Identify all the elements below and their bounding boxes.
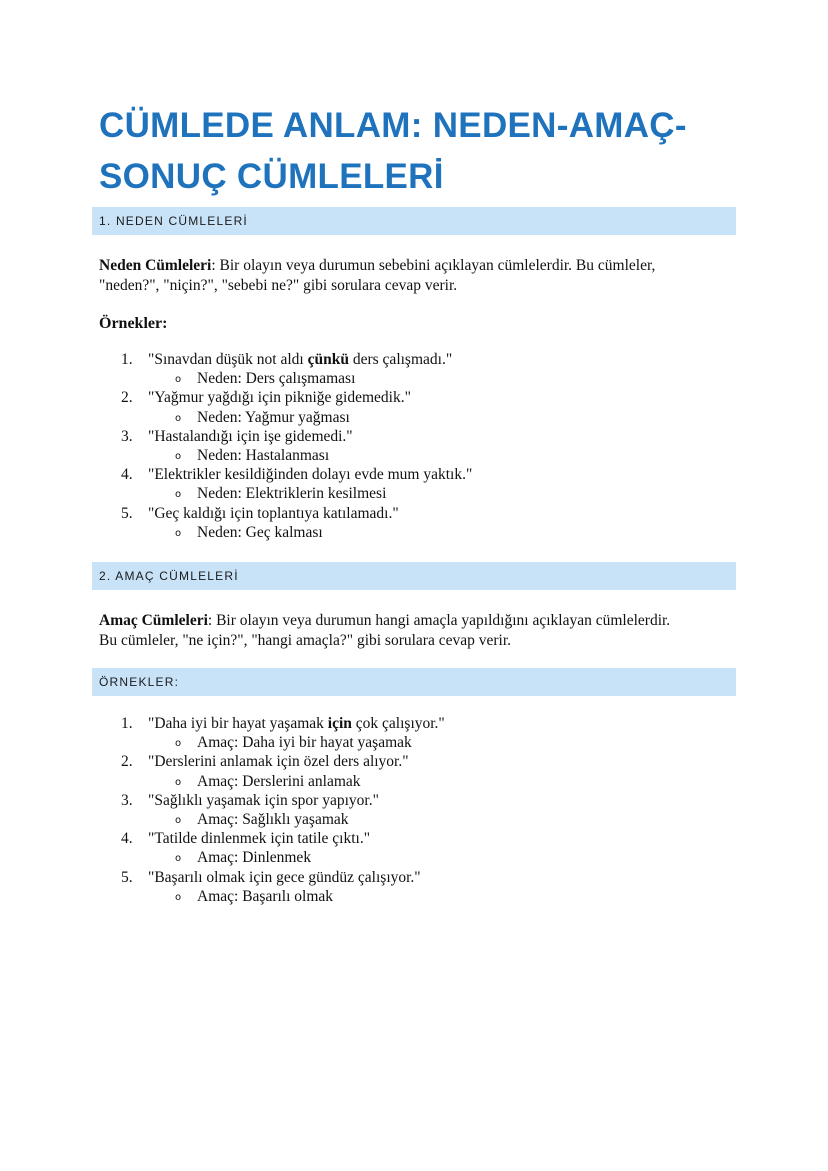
- list-item-number: 3.: [121, 427, 133, 445]
- hollow-bullet-icon: o: [175, 450, 182, 462]
- sub-list-item-text: Amaç: Sağlıklı yaşamak: [197, 810, 349, 828]
- list-item-text: [148, 427, 353, 446]
- list-item-text: [148, 714, 445, 733]
- list-item-text-start: "Geç kaldığı için toplantıya katılamadı.": [148, 504, 399, 522]
- list-item-number: 4.: [121, 830, 133, 848]
- list-item-text: [148, 791, 379, 810]
- list-item-text-start: "Derslerini anlamak için özel ders alıyor.": [148, 753, 409, 771]
- list-item-text-start: "Sınavdan düşük not aldı: [148, 351, 308, 368]
- sub-list-item: [0, 523, 828, 542]
- hollow-bullet-icon: o: [175, 853, 182, 865]
- page-title: [99, 100, 739, 202]
- hollow-bullet-icon: o: [175, 891, 182, 903]
- list-item-text-start: "Hastalandığı için işe gidemedi.": [148, 427, 353, 445]
- list-item: [0, 427, 828, 446]
- list-item-text: [148, 465, 472, 484]
- list-item-number: 1.: [121, 715, 133, 732]
- list-item-text-start: "Sağlıklı yaşamak için spor yapıyor.": [148, 791, 379, 809]
- sub-list-item: [0, 733, 828, 752]
- sub-list-item: [0, 887, 828, 906]
- list-item-text: [148, 752, 409, 771]
- list-item: [0, 350, 828, 369]
- list-item-text-end: çok çalışıyor.": [351, 715, 445, 732]
- sub-list-item: [0, 848, 828, 867]
- neden-definition: [99, 256, 729, 296]
- list-item-keyword: için: [327, 715, 352, 732]
- section-header-neden: 1. NEDEN CÜMLELERİ: [92, 207, 736, 235]
- neden-examples-heading: Örnekler:: [99, 315, 168, 332]
- list-item-keyword: çünkü: [307, 351, 349, 368]
- amac-examples-header: ÖRNEKLER:: [92, 668, 736, 696]
- hollow-bullet-icon: o: [175, 412, 182, 424]
- list-item: [0, 791, 828, 810]
- section-header-amac: 2. AMAÇ CÜMLELERİ: [92, 562, 736, 590]
- amac-definition-line-1: : Bir olayın veya durumun hangi amaçla yapıldığını açıklayan cümlelerdir.: [207, 612, 671, 629]
- list-item-text: [148, 829, 370, 848]
- list-item-text: [148, 868, 421, 887]
- hollow-bullet-icon: o: [175, 527, 182, 539]
- sub-list-item-text: Neden: Ders çalışmaması: [197, 370, 356, 388]
- amac-term: Amaç Cümleleri: [99, 612, 208, 629]
- list-item-text: [148, 504, 399, 523]
- sub-list-item: [0, 446, 828, 465]
- list-item: [0, 714, 828, 733]
- list-item-text-start: "Elektrikler kesildiğinden dolayı evde mum yaktık.": [148, 466, 473, 484]
- list-item-text-start: "Yağmur yağdığı için pikniğe gidemedik.": [148, 389, 411, 407]
- list-item-number: 1.: [121, 351, 133, 368]
- sub-list-item-text: Neden: Geç kalması: [197, 523, 323, 541]
- list-item-text: [148, 350, 452, 369]
- amac-definition: [99, 611, 729, 651]
- sub-list-item-text: Amaç: Derslerini anlamak: [197, 772, 361, 790]
- hollow-bullet-icon: o: [175, 738, 182, 750]
- list-item-text: [148, 388, 411, 407]
- sub-list-item-text: Neden: Elektriklerin kesilmesi: [197, 485, 387, 503]
- sub-list-item-text: Amaç: Başarılı olmak: [197, 887, 334, 905]
- list-item: [0, 465, 828, 484]
- sub-list-item: [0, 484, 828, 503]
- sub-list-item: [0, 810, 828, 829]
- sub-list-item: [0, 408, 828, 427]
- list-item: [0, 388, 828, 407]
- amac-examples-list: [0, 714, 828, 906]
- list-item-text-end: ders çalışmadı.": [348, 351, 453, 368]
- sub-list-item-text: Amaç: Dinlenmek: [197, 849, 312, 867]
- list-item-number: 5.: [121, 868, 133, 886]
- list-item: [0, 829, 828, 848]
- list-item-number: 2.: [121, 753, 133, 771]
- sub-list-item: [0, 369, 828, 388]
- list-item: [0, 752, 828, 771]
- list-item-number: 4.: [121, 466, 133, 484]
- page-title-line-2: SONUÇ CÜMLELERİ: [99, 157, 444, 196]
- hollow-bullet-icon: o: [175, 776, 182, 788]
- hollow-bullet-icon: o: [175, 489, 182, 501]
- amac-definition-line-2: Bu cümleler, "ne için?", "hangi amaçla?" gibi sorulara cevap verir.: [99, 632, 512, 649]
- hollow-bullet-icon: o: [175, 814, 182, 826]
- list-item: [0, 868, 828, 887]
- sub-list-item-text: Amaç: Daha iyi bir hayat yaşamak: [197, 734, 412, 752]
- neden-term: Neden Cümleleri: [99, 257, 212, 274]
- list-item: [0, 504, 828, 523]
- list-item-number: 5.: [121, 504, 133, 522]
- list-item-number: 3.: [121, 791, 133, 809]
- neden-examples-list: [0, 350, 828, 542]
- list-item-number: 2.: [121, 389, 133, 407]
- neden-definition-line-2: "neden?", "niçin?", "sebebi ne?" gibi sorulara cevap verir.: [99, 277, 458, 294]
- list-item-text-start: "Başarılı olmak için gece gündüz çalışıyor.": [148, 868, 421, 886]
- neden-definition-line-1: : Bir olayın veya durumun sebebini açıklayan cümlelerdir. Bu cümleler,: [211, 257, 656, 274]
- page-title-line-1: CÜMLEDE ANLAM: NEDEN-AMAÇ-: [99, 106, 687, 145]
- hollow-bullet-icon: o: [175, 374, 182, 386]
- sub-list-item: [0, 772, 828, 791]
- list-item-text-start: "Tatilde dinlenmek için tatile çıktı.": [148, 830, 371, 848]
- sub-list-item-text: Neden: Yağmur yağması: [197, 408, 350, 426]
- list-item-text-start: "Daha iyi bir hayat yaşamak: [148, 715, 328, 732]
- sub-list-item-text: Neden: Hastalanması: [197, 446, 330, 464]
